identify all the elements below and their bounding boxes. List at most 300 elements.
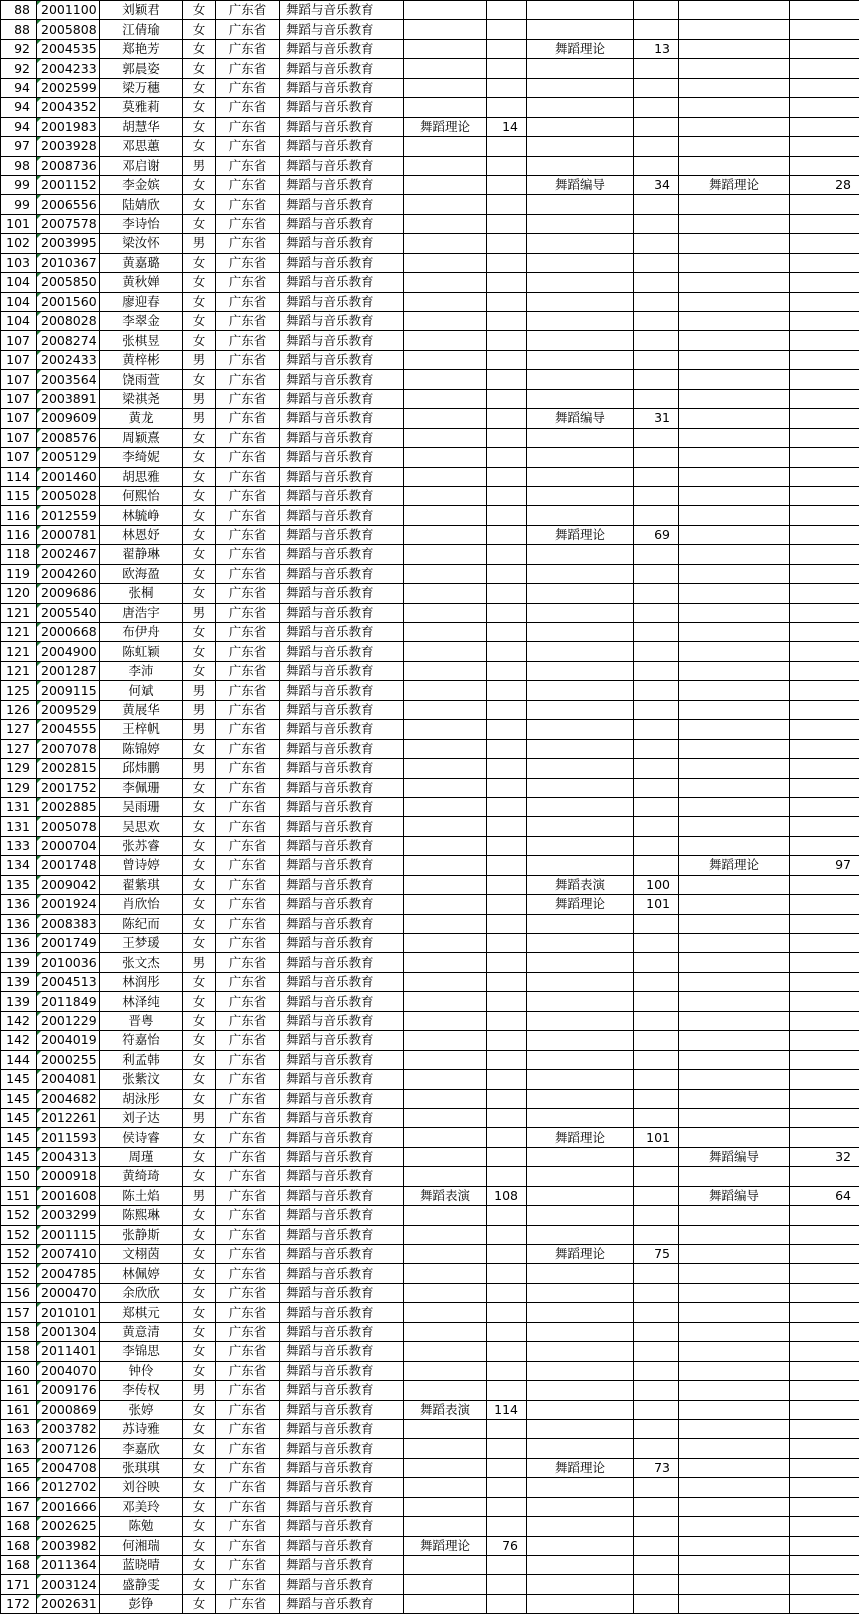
major-cell: 舞蹈与音乐教育 xyxy=(280,797,404,816)
student-name-cell: 郭晨姿 xyxy=(100,59,183,78)
score1-cell xyxy=(487,506,527,525)
gender-cell: 女 xyxy=(183,1556,216,1575)
province-cell: 广东省 xyxy=(216,953,280,972)
score3-cell: 97 xyxy=(790,856,859,875)
score3-cell xyxy=(790,273,859,292)
score2-cell xyxy=(634,1361,679,1380)
major-cell: 舞蹈与音乐教育 xyxy=(280,1070,404,1089)
rank-cell: 142 xyxy=(1,1031,37,1050)
score1-cell xyxy=(487,1478,527,1497)
exam-number-cell: 2001749 xyxy=(37,934,100,953)
score2-cell xyxy=(634,1011,679,1030)
score1-cell xyxy=(487,603,527,622)
major-cell: 舞蹈与音乐教育 xyxy=(280,78,404,97)
student-name-cell: 刘颖君 xyxy=(100,1,183,20)
rank-cell: 92 xyxy=(1,59,37,78)
subject3-cell xyxy=(679,1206,790,1225)
score3-cell xyxy=(790,1439,859,1458)
table-row xyxy=(1,1050,859,1069)
score1-cell xyxy=(487,914,527,933)
student-name-cell: 林恩妤 xyxy=(100,525,183,544)
table-row xyxy=(1,137,859,156)
major-cell: 舞蹈与音乐教育 xyxy=(280,137,404,156)
table-row xyxy=(1,623,859,642)
score2-cell xyxy=(634,1167,679,1186)
subject3-cell xyxy=(679,1419,790,1438)
score2-cell xyxy=(634,1497,679,1516)
table-row xyxy=(1,331,859,350)
student-name-cell: 江倩瑜 xyxy=(100,20,183,39)
score2-cell xyxy=(634,1536,679,1555)
subject2-cell xyxy=(527,1478,634,1497)
gender-cell: 女 xyxy=(183,584,216,603)
score2-cell xyxy=(634,1108,679,1127)
student-name-cell: 刘子达 xyxy=(100,1108,183,1127)
rank-cell: 103 xyxy=(1,253,37,272)
province-cell: 广东省 xyxy=(216,1419,280,1438)
province-cell: 广东省 xyxy=(216,234,280,253)
major-cell: 舞蹈与音乐教育 xyxy=(280,992,404,1011)
subject2-cell xyxy=(527,331,634,350)
exam-number-cell: 2008383 xyxy=(37,914,100,933)
major-cell: 舞蹈与音乐教育 xyxy=(280,1536,404,1555)
major-cell: 舞蹈与音乐教育 xyxy=(280,1361,404,1380)
table-row xyxy=(1,681,859,700)
gender-cell: 女 xyxy=(183,1478,216,1497)
subject1-cell xyxy=(404,875,487,894)
exam-number-cell: 2012261 xyxy=(37,1108,100,1127)
province-cell: 广东省 xyxy=(216,292,280,311)
score1-cell xyxy=(487,195,527,214)
score3-cell xyxy=(790,1283,859,1302)
rank-cell: 133 xyxy=(1,836,37,855)
gender-cell: 女 xyxy=(183,467,216,486)
subject2-cell xyxy=(527,1011,634,1030)
major-cell: 舞蹈与音乐教育 xyxy=(280,934,404,953)
province-cell: 广东省 xyxy=(216,797,280,816)
score1-cell xyxy=(487,623,527,642)
exam-number-cell: 2005078 xyxy=(37,817,100,836)
student-name-cell: 晋粤 xyxy=(100,1011,183,1030)
table-row xyxy=(1,20,859,39)
major-cell: 舞蹈与音乐教育 xyxy=(280,564,404,583)
table-row xyxy=(1,603,859,622)
gender-cell: 女 xyxy=(183,1575,216,1594)
exam-number-cell: 2001924 xyxy=(37,895,100,914)
score3-cell xyxy=(790,1381,859,1400)
major-cell: 舞蹈与音乐教育 xyxy=(280,836,404,855)
subject3-cell: 舞蹈编导 xyxy=(679,1186,790,1205)
province-cell: 广东省 xyxy=(216,389,280,408)
subject3-cell xyxy=(679,389,790,408)
score3-cell xyxy=(790,214,859,233)
score3-cell xyxy=(790,934,859,953)
rank-cell: 145 xyxy=(1,1070,37,1089)
subject2-cell xyxy=(527,759,634,778)
subject1-cell xyxy=(404,700,487,719)
score1-cell xyxy=(487,1050,527,1069)
major-cell: 舞蹈与音乐教育 xyxy=(280,1594,404,1613)
score3-cell xyxy=(790,1011,859,1030)
rank-cell: 161 xyxy=(1,1381,37,1400)
rank-cell: 116 xyxy=(1,506,37,525)
subject3-cell xyxy=(679,778,790,797)
major-cell: 舞蹈与音乐教育 xyxy=(280,1167,404,1186)
rank-cell: 129 xyxy=(1,759,37,778)
student-name-cell: 李诗怡 xyxy=(100,214,183,233)
exam-number-cell: 2008736 xyxy=(37,156,100,175)
rank-cell: 163 xyxy=(1,1439,37,1458)
rank-cell: 166 xyxy=(1,1478,37,1497)
gender-cell: 男 xyxy=(183,409,216,428)
major-cell: 舞蹈与音乐教育 xyxy=(280,681,404,700)
exam-number-cell: 2010101 xyxy=(37,1303,100,1322)
rank-cell: 107 xyxy=(1,331,37,350)
rank-cell: 121 xyxy=(1,623,37,642)
subject2-cell xyxy=(527,739,634,758)
rank-cell: 144 xyxy=(1,1050,37,1069)
subject3-cell xyxy=(679,545,790,564)
subject2-cell: 舞蹈理论 xyxy=(527,525,634,544)
province-cell: 广东省 xyxy=(216,1089,280,1108)
score2-cell: 34 xyxy=(634,175,679,194)
province-cell: 广东省 xyxy=(216,623,280,642)
score3-cell xyxy=(790,603,859,622)
subject1-cell xyxy=(404,1497,487,1516)
score3-cell xyxy=(790,778,859,797)
score2-cell xyxy=(634,545,679,564)
subject2-cell xyxy=(527,623,634,642)
subject1-cell xyxy=(404,584,487,603)
subject2-cell xyxy=(527,642,634,661)
gender-cell: 女 xyxy=(183,642,216,661)
major-cell: 舞蹈与音乐教育 xyxy=(280,1478,404,1497)
subject1-cell xyxy=(404,1031,487,1050)
subject2-cell: 舞蹈表演 xyxy=(527,875,634,894)
subject3-cell xyxy=(679,953,790,972)
subject1-cell xyxy=(404,1147,487,1166)
table-row xyxy=(1,1108,859,1127)
score1-cell xyxy=(487,1439,527,1458)
province-cell: 广东省 xyxy=(216,467,280,486)
score3-cell xyxy=(790,389,859,408)
major-cell: 舞蹈与音乐教育 xyxy=(280,39,404,58)
major-cell: 舞蹈与音乐教育 xyxy=(280,914,404,933)
subject3-cell xyxy=(679,1050,790,1069)
student-name-cell: 张静斯 xyxy=(100,1225,183,1244)
rank-cell: 129 xyxy=(1,778,37,797)
subject2-cell xyxy=(527,486,634,505)
exam-number-cell: 2003995 xyxy=(37,234,100,253)
score1-cell xyxy=(487,1070,527,1089)
major-cell: 舞蹈与音乐教育 xyxy=(280,1322,404,1341)
gender-cell: 女 xyxy=(183,1264,216,1283)
province-cell: 广东省 xyxy=(216,1,280,20)
subject3-cell xyxy=(679,972,790,991)
rank-cell: 145 xyxy=(1,1089,37,1108)
subject3-cell xyxy=(679,312,790,331)
subject1-cell xyxy=(404,486,487,505)
province-cell: 广东省 xyxy=(216,1381,280,1400)
score2-cell xyxy=(634,1400,679,1419)
score1-cell xyxy=(487,545,527,564)
province-cell: 广东省 xyxy=(216,370,280,389)
student-name-cell: 林润彤 xyxy=(100,972,183,991)
rank-cell: 167 xyxy=(1,1497,37,1516)
score3-cell xyxy=(790,739,859,758)
table-row xyxy=(1,661,859,680)
table-row xyxy=(1,98,859,117)
subject1-cell xyxy=(404,759,487,778)
score3-cell xyxy=(790,1225,859,1244)
table-row xyxy=(1,817,859,836)
score1-cell xyxy=(487,1497,527,1516)
score2-cell xyxy=(634,448,679,467)
score1-cell xyxy=(487,584,527,603)
subject1-cell xyxy=(404,1070,487,1089)
table-row xyxy=(1,564,859,583)
exam-number-cell: 2001287 xyxy=(37,661,100,680)
rank-cell: 165 xyxy=(1,1458,37,1477)
subject1-cell xyxy=(404,972,487,991)
table-row xyxy=(1,700,859,719)
rank-cell: 152 xyxy=(1,1225,37,1244)
exam-number-cell: 2003982 xyxy=(37,1536,100,1555)
exam-number-cell: 2004513 xyxy=(37,972,100,991)
rank-cell: 157 xyxy=(1,1303,37,1322)
rank-cell: 104 xyxy=(1,292,37,311)
subject1-cell xyxy=(404,98,487,117)
gender-cell: 女 xyxy=(183,117,216,136)
score2-cell xyxy=(634,778,679,797)
subject1-cell xyxy=(404,1206,487,1225)
major-cell: 舞蹈与音乐教育 xyxy=(280,739,404,758)
score3-cell xyxy=(790,506,859,525)
subject2-cell xyxy=(527,836,634,855)
subject3-cell xyxy=(679,564,790,583)
score3-cell xyxy=(790,486,859,505)
score1-cell xyxy=(487,856,527,875)
score1-cell xyxy=(487,1419,527,1438)
gender-cell: 女 xyxy=(183,778,216,797)
subject2-cell: 舞蹈理论 xyxy=(527,1245,634,1264)
subject3-cell xyxy=(679,1225,790,1244)
subject3-cell xyxy=(679,836,790,855)
table-row xyxy=(1,1264,859,1283)
subject3-cell xyxy=(679,370,790,389)
table-row xyxy=(1,914,859,933)
major-cell: 舞蹈与音乐教育 xyxy=(280,292,404,311)
gender-cell: 女 xyxy=(183,1225,216,1244)
student-name-cell: 邱炜鹏 xyxy=(100,759,183,778)
gender-cell: 女 xyxy=(183,1303,216,1322)
gender-cell: 男 xyxy=(183,389,216,408)
rank-cell: 125 xyxy=(1,681,37,700)
score3-cell xyxy=(790,1497,859,1516)
subject3-cell xyxy=(679,817,790,836)
student-name-cell: 郑艳芳 xyxy=(100,39,183,58)
gender-cell: 男 xyxy=(183,1186,216,1205)
province-cell: 广东省 xyxy=(216,1264,280,1283)
score2-cell xyxy=(634,117,679,136)
subject3-cell xyxy=(679,467,790,486)
subject3-cell: 舞蹈理论 xyxy=(679,175,790,194)
subject2-cell xyxy=(527,1381,634,1400)
subject2-cell xyxy=(527,1225,634,1244)
gender-cell: 男 xyxy=(183,603,216,622)
exam-number-cell: 2000470 xyxy=(37,1283,100,1302)
province-cell: 广东省 xyxy=(216,1011,280,1030)
subject2-cell xyxy=(527,1167,634,1186)
subject2-cell xyxy=(527,156,634,175)
subject1-cell xyxy=(404,195,487,214)
exam-number-cell: 2010036 xyxy=(37,953,100,972)
student-name-cell: 李翠金 xyxy=(100,312,183,331)
subject3-cell xyxy=(679,409,790,428)
table-row xyxy=(1,195,859,214)
student-name-cell: 蓝晓晴 xyxy=(100,1556,183,1575)
score3-cell: 32 xyxy=(790,1147,859,1166)
subject3-cell xyxy=(679,720,790,739)
subject3-cell xyxy=(679,98,790,117)
subject3-cell xyxy=(679,797,790,816)
province-cell: 广东省 xyxy=(216,1147,280,1166)
subject1-cell xyxy=(404,20,487,39)
rank-cell: 97 xyxy=(1,137,37,156)
subject2-cell xyxy=(527,1264,634,1283)
score3-cell xyxy=(790,350,859,369)
score3-cell xyxy=(790,1458,859,1477)
table-row xyxy=(1,1458,859,1477)
score1-cell xyxy=(487,1031,527,1050)
major-cell: 舞蹈与音乐教育 xyxy=(280,1400,404,1419)
province-cell: 广东省 xyxy=(216,175,280,194)
subject1-cell xyxy=(404,1108,487,1127)
province-cell: 广东省 xyxy=(216,661,280,680)
score3-cell xyxy=(790,623,859,642)
rank-cell: 160 xyxy=(1,1361,37,1380)
table-row xyxy=(1,875,859,894)
rank-cell: 120 xyxy=(1,584,37,603)
major-cell: 舞蹈与音乐教育 xyxy=(280,156,404,175)
subject1-cell xyxy=(404,739,487,758)
major-cell: 舞蹈与音乐教育 xyxy=(280,312,404,331)
score3-cell xyxy=(790,1303,859,1322)
score3-cell xyxy=(790,1031,859,1050)
exam-number-cell: 2002467 xyxy=(37,545,100,564)
student-name-cell: 余欣欣 xyxy=(100,1283,183,1302)
subject1-cell xyxy=(404,681,487,700)
table-row xyxy=(1,448,859,467)
province-cell: 广东省 xyxy=(216,1400,280,1419)
score2-cell xyxy=(634,1050,679,1069)
score3-cell xyxy=(790,1,859,20)
major-cell: 舞蹈与音乐教育 xyxy=(280,1556,404,1575)
score1-cell xyxy=(487,1264,527,1283)
rank-cell: 107 xyxy=(1,370,37,389)
score3-cell xyxy=(790,1245,859,1264)
province-cell: 广东省 xyxy=(216,195,280,214)
score2-cell xyxy=(634,1206,679,1225)
subject2-cell: 舞蹈编导 xyxy=(527,409,634,428)
exam-number-cell: 2001152 xyxy=(37,175,100,194)
subject3-cell xyxy=(679,992,790,1011)
exam-number-cell: 2003782 xyxy=(37,1419,100,1438)
gender-cell: 男 xyxy=(183,156,216,175)
student-name-cell: 李佩珊 xyxy=(100,778,183,797)
score1-cell xyxy=(487,739,527,758)
subject1-cell xyxy=(404,59,487,78)
subject1-cell xyxy=(404,214,487,233)
score1-cell xyxy=(487,1,527,20)
score1-cell xyxy=(487,312,527,331)
exam-number-cell: 2004708 xyxy=(37,1458,100,1477)
rank-cell: 126 xyxy=(1,700,37,719)
score3-cell xyxy=(790,331,859,350)
student-name-cell: 黄绮琦 xyxy=(100,1167,183,1186)
score2-cell xyxy=(634,992,679,1011)
subject1-cell xyxy=(404,234,487,253)
gender-cell: 女 xyxy=(183,817,216,836)
gender-cell: 女 xyxy=(183,1,216,20)
province-cell: 广东省 xyxy=(216,817,280,836)
subject2-cell: 舞蹈理论 xyxy=(527,1128,634,1147)
gender-cell: 女 xyxy=(183,1070,216,1089)
score3-cell xyxy=(790,292,859,311)
province-cell: 广东省 xyxy=(216,681,280,700)
table-row xyxy=(1,1283,859,1302)
score2-cell xyxy=(634,817,679,836)
subject1-cell xyxy=(404,1050,487,1069)
subject2-cell xyxy=(527,661,634,680)
province-cell: 广东省 xyxy=(216,1303,280,1322)
exam-number-cell: 2001608 xyxy=(37,1186,100,1205)
subject2-cell xyxy=(527,1,634,20)
student-name-cell: 黄展华 xyxy=(100,700,183,719)
student-name-cell: 张棋昱 xyxy=(100,331,183,350)
subject3-cell xyxy=(679,1128,790,1147)
exam-number-cell: 2002885 xyxy=(37,797,100,816)
exam-number-cell: 2001304 xyxy=(37,1322,100,1341)
score1-cell xyxy=(487,1322,527,1341)
province-cell: 广东省 xyxy=(216,759,280,778)
subject1-cell xyxy=(404,350,487,369)
subject1-cell xyxy=(404,1264,487,1283)
subject2-cell xyxy=(527,117,634,136)
gender-cell: 女 xyxy=(183,292,216,311)
score2-cell xyxy=(634,273,679,292)
exam-number-cell: 2004900 xyxy=(37,642,100,661)
score3-cell xyxy=(790,1594,859,1613)
score2-cell xyxy=(634,642,679,661)
table-row xyxy=(1,1536,859,1555)
subject3-cell xyxy=(679,292,790,311)
gender-cell: 女 xyxy=(183,1283,216,1302)
province-cell: 广东省 xyxy=(216,739,280,758)
score1-cell: 14 xyxy=(487,117,527,136)
subject2-cell xyxy=(527,1361,634,1380)
subject2-cell xyxy=(527,934,634,953)
score3-cell xyxy=(790,1575,859,1594)
subject1-cell xyxy=(404,1342,487,1361)
rank-cell: 131 xyxy=(1,797,37,816)
score2-cell xyxy=(634,234,679,253)
subject1-cell xyxy=(404,409,487,428)
exam-number-cell: 2007410 xyxy=(37,1245,100,1264)
score2-cell xyxy=(634,739,679,758)
student-name-cell: 李沛 xyxy=(100,661,183,680)
table-row xyxy=(1,1167,859,1186)
